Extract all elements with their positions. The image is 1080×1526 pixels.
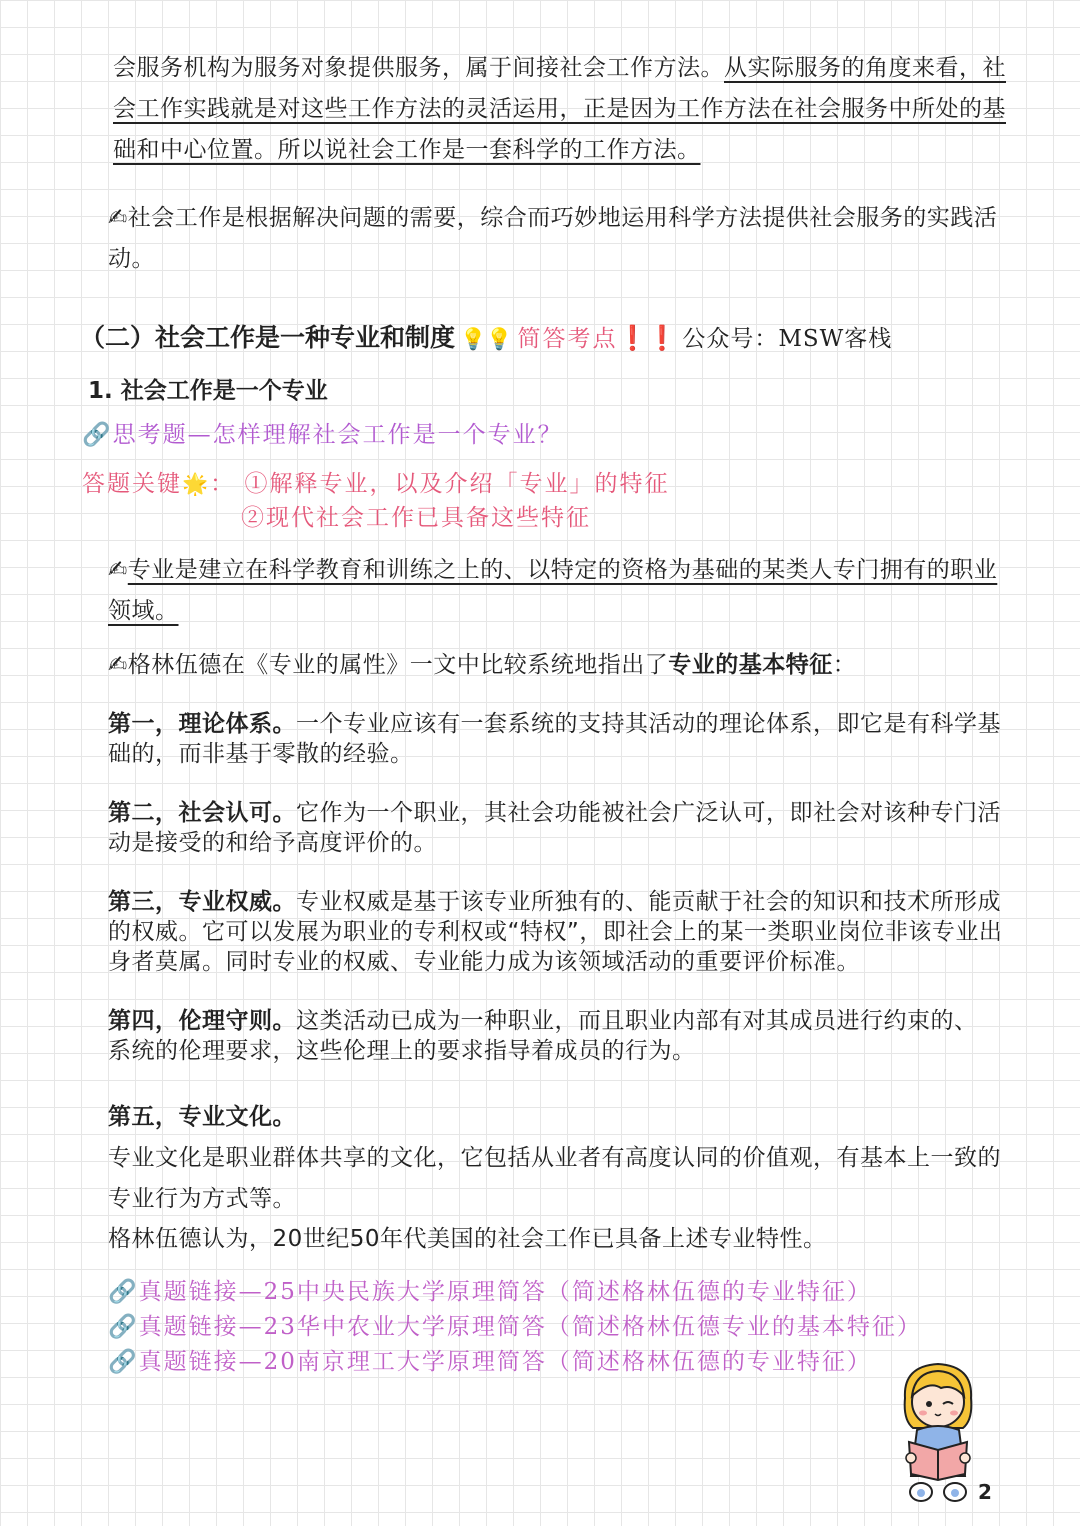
- answer-key: [82, 465, 669, 498]
- feature-4-head: 第四，伦理守则。: [108, 1008, 296, 1034]
- feature-2: [108, 798, 1008, 858]
- feature-5-body: 专业文化是职业群体共享的文化，它包括从业者有高度认同的价值观，有基本上一致的专业行为方式等。: [108, 1145, 1001, 1212]
- account-name: 公众号：MSW客栈: [682, 326, 893, 352]
- feature-4: [108, 1006, 988, 1066]
- link-icon: 🔗: [108, 1314, 139, 1340]
- link-icon: 🔗: [108, 1349, 139, 1375]
- greenwood-conclusion: 格林伍德认为，20世纪50年代美国的社会工作已具备上述专业特性。: [108, 1226, 827, 1252]
- feature-4-body: 这类活动已成为一种职业，而且职业内部有对其成员进行约束的、系统的伦理要求，这些伦理上的要求指导着成员的行为。: [108, 1008, 978, 1064]
- note-practice: [108, 198, 1013, 280]
- section-heading: [80, 318, 1040, 354]
- feature-1-body: 一个专业应该有一套系统的支持其活动的理论体系，即它是有科学基础的，而非基于零散的经验。: [108, 711, 1001, 767]
- subsection-title: 1. 社会工作是一个专业: [88, 378, 328, 404]
- link-icon: 🔗: [82, 422, 113, 448]
- note-practice-text: 社会工作是根据解决问题的需要，综合而巧妙地运用科学方法提供社会服务的实践活动。: [108, 205, 998, 272]
- feature-2-head: 第二，社会认可。: [108, 800, 296, 826]
- exam-point-tag: 简答考点: [517, 326, 618, 352]
- writing-hand-icon: ✍: [108, 652, 128, 678]
- answer-key-line1: ①解释专业，以及介绍「专业」的特征: [244, 471, 670, 497]
- greenwood-text: 格林伍德在《专业的属性》一文中比较系统地指出了: [127, 652, 669, 678]
- feature-1-head: 第一，理论体系。: [108, 711, 296, 737]
- girl-reading-illustration: [893, 1358, 983, 1508]
- answer-key-line2: ②现代社会工作已具备这些特征: [241, 505, 591, 531]
- page-number: 2: [978, 1480, 992, 1504]
- intro-underlined: 从实际服务的角度来看，社会工作实践就是对这些工作方法的灵活运用，正是因为工作方法在社会服务中所处的基础和中心位置。所以说社会工作是一套科学的工作方法。: [113, 55, 1006, 163]
- link-icon: 🔗: [108, 1279, 139, 1305]
- exam-link-1-text: 真题链接—25中央民族大学原理简答（简述格林伍德的专业特征）: [138, 1279, 872, 1305]
- answer-key-colon: ：: [210, 471, 236, 497]
- feature-3-body: 专业权威是基于该专业所独有的、能贡献于社会的知识和技术所形成的权威。它可以发展为职业的专利权或“特权”，即社会上的某一类职业岗位非该专业出身者莫属。同时专业的权威、专业能力成为该领域活动的重要评价标准。: [108, 889, 1003, 975]
- greenwood-bold: 专业的基本特征: [668, 652, 833, 678]
- feature-2-body: 它作为一个职业，其社会功能被社会广泛认可，即社会对该种专门活动是接受的和给予高度评价的。: [108, 800, 1001, 856]
- intro-plain: 会服务机构为服务对象提供服务，属于间接社会工作方法。: [113, 55, 724, 81]
- exam-link-1[interactable]: [108, 1275, 872, 1310]
- feature-3: [108, 887, 1008, 977]
- exam-link-3-text: 真题链接—20南京理工大学原理简答（简述格林伍德的专业特征）: [138, 1349, 872, 1375]
- exclamation-icon: ❗❗: [617, 324, 678, 352]
- intro-paragraph: [113, 48, 1013, 171]
- feature-5-head: 第五，专业文化。: [108, 1104, 296, 1130]
- section-title: （二）社会工作是一种专业和制度: [80, 323, 456, 352]
- exam-link-3[interactable]: [108, 1345, 872, 1380]
- feature-3-head: 第三，专业权威。: [108, 889, 296, 915]
- definition-text: 专业是建立在科学教育和训练之上的、以特定的资格为基础的某类人专门拥有的职业领域。: [108, 557, 998, 624]
- exam-link-2[interactable]: [108, 1310, 922, 1345]
- feature-1: [108, 709, 1008, 769]
- answer-key-label: 答题关键: [82, 471, 182, 497]
- exam-link-2-text: 真题链接—23华中农业大学原理简答（简述格林伍德专业的基本特征）: [138, 1314, 922, 1340]
- star-icon: 🌟: [182, 472, 211, 496]
- greenwood-end: ：: [832, 652, 857, 678]
- writing-hand-icon: ✍: [108, 205, 128, 231]
- greenwood-intro: [108, 645, 1013, 686]
- definition-note: [108, 550, 1013, 632]
- lightbulb-icon: 💡💡: [460, 327, 513, 351]
- question-text: 思考题—怎样理解社会工作是一个专业？: [112, 422, 563, 448]
- writing-hand-icon: ✍: [108, 557, 128, 583]
- question-line: [82, 416, 563, 449]
